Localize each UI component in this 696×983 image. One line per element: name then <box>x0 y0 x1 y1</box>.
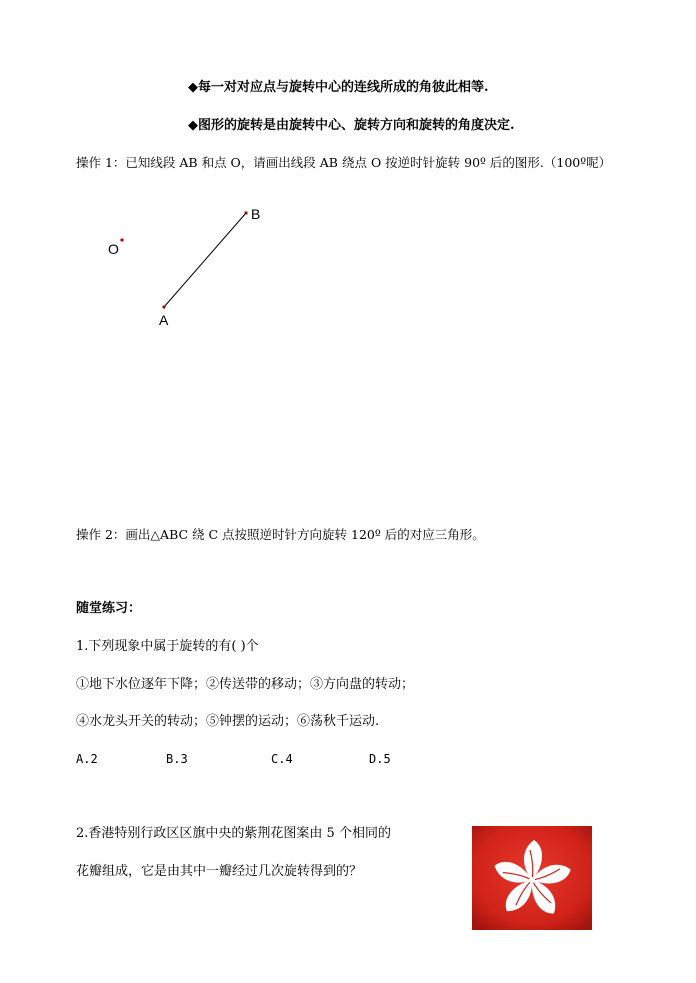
label-a: A <box>159 312 169 328</box>
q1-stem: 1.下列现象中属于旋转的有( )个 <box>76 639 259 654</box>
segment-ab <box>164 213 246 307</box>
q1-option-b: B.3 <box>166 752 188 766</box>
segment-ab-figure <box>100 200 300 340</box>
point-a <box>162 305 165 308</box>
point-b <box>244 211 247 214</box>
property-2: ◆图形的旋转是由旋转中心、旋转方向和旋转的角度决定. <box>188 118 515 133</box>
practice-heading: 随堂练习： <box>76 601 142 616</box>
q1-option-d: D.5 <box>369 752 391 766</box>
q1-line-1: ①地下水位逐年下降；②传送带的移动；③方向盘的转动； <box>76 677 415 692</box>
operation-2-text: 操作 2：画出△ABC 绕 C 点按照逆时针方向旋转 120º 后的对应三角形。 <box>76 527 485 542</box>
label-b: B <box>251 206 261 222</box>
bauhinia-flag-image <box>472 826 592 930</box>
point-o <box>120 238 123 241</box>
q1-option-a: A.2 <box>76 752 98 766</box>
label-o: O <box>108 241 119 257</box>
property-1: ◆每一对对应点与旋转中心的连线所成的角彼此相等. <box>188 80 489 95</box>
q2-line-2: 花瓣组成，它是由其中一瓣经过几次旋转得到的？ <box>76 864 363 879</box>
operation-1-text: 操作 1：已知线段 AB 和点 O，请画出线段 AB 绕点 O 按逆时针旋转 90º 后的图形.（100º呢） <box>76 155 612 170</box>
q1-option-c: C.4 <box>271 752 293 766</box>
q2-line-1: 2.香港特别行政区区旗中央的紫荆花图案由 5 个相同的 <box>76 826 391 841</box>
q1-line-2: ④水龙头开关的转动；⑤钟摆的运动；⑥荡秋千运动. <box>76 714 380 729</box>
